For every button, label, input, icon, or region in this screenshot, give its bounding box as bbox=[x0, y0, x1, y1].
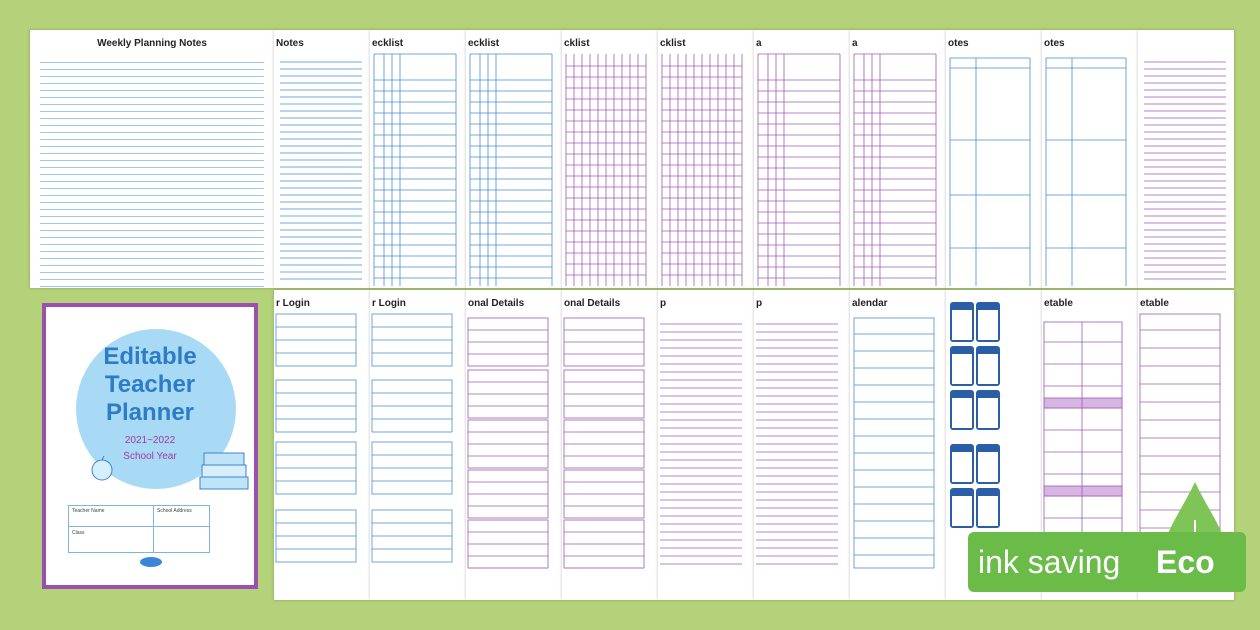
bottom-sheet bbox=[370, 290, 466, 600]
ruled-line bbox=[40, 161, 264, 168]
ruled-line bbox=[40, 91, 264, 98]
field-teacher-name: Teacher Name bbox=[72, 508, 105, 514]
top-sheet bbox=[274, 30, 370, 288]
ruled-line bbox=[40, 175, 264, 182]
ruled-line bbox=[40, 210, 264, 217]
cover-years: 2021~2022 bbox=[124, 435, 176, 446]
bottom-sheet bbox=[850, 290, 946, 600]
top-sheet bbox=[1138, 30, 1234, 288]
ruled-line bbox=[40, 147, 264, 154]
sheet-title: r Login bbox=[276, 298, 310, 309]
cover-page bbox=[42, 303, 258, 589]
bottom-sheet bbox=[658, 290, 754, 600]
ruled-line bbox=[40, 217, 264, 224]
sheet-title: onal Details bbox=[564, 298, 621, 309]
ruled-line bbox=[40, 224, 264, 231]
bottom-sheet bbox=[274, 290, 370, 600]
sheet-title: cklist bbox=[660, 38, 686, 49]
field-school-address: School Address bbox=[157, 508, 192, 514]
badge-eco: Eco bbox=[1156, 544, 1215, 580]
sheet-title: r Login bbox=[372, 298, 406, 309]
top-sheet bbox=[658, 30, 754, 288]
cover-form bbox=[68, 505, 210, 553]
sheet-title: etable bbox=[1140, 298, 1169, 309]
ruled-line bbox=[40, 77, 264, 84]
cover-title-2: Teacher bbox=[104, 371, 196, 398]
top-sheet bbox=[370, 30, 466, 288]
top-sheet bbox=[754, 30, 850, 288]
sheet-title: ecklist bbox=[372, 38, 404, 49]
sheet-title: etable bbox=[1044, 298, 1073, 309]
ruled-line bbox=[40, 63, 264, 70]
top-sheet bbox=[850, 30, 946, 288]
sheet-title: alendar bbox=[852, 298, 888, 309]
ruled-line bbox=[40, 245, 264, 252]
top-sheet bbox=[562, 30, 658, 288]
sheet-title: p bbox=[756, 298, 763, 309]
ruled-line bbox=[40, 280, 264, 287]
ruled-line bbox=[40, 105, 264, 112]
sheet-title: p bbox=[660, 298, 667, 309]
ruled-line bbox=[40, 70, 264, 77]
ruled-line bbox=[40, 140, 264, 147]
ruled-line bbox=[40, 231, 264, 238]
sheet-title: ecklist bbox=[468, 38, 500, 49]
ruled-line bbox=[40, 287, 264, 288]
apple-icon bbox=[90, 455, 114, 481]
ruled-line bbox=[40, 252, 264, 259]
sheet-title: cklist bbox=[564, 38, 590, 49]
weekly-planning-notes-sheet bbox=[30, 30, 274, 288]
bottom-sheet bbox=[562, 290, 658, 600]
logo-icon bbox=[140, 557, 162, 567]
top-sheet bbox=[946, 30, 1042, 288]
top-sheet bbox=[1042, 30, 1138, 288]
ruled-line bbox=[40, 196, 264, 203]
ruled-line bbox=[40, 119, 264, 126]
sheet-title: a bbox=[756, 38, 762, 49]
sheet-title: otes bbox=[948, 38, 969, 49]
ruled-line bbox=[40, 238, 264, 245]
ink-saving-badge bbox=[968, 532, 1246, 592]
sheet-title: a bbox=[852, 38, 858, 49]
ruled-line bbox=[40, 266, 264, 273]
ruled-line bbox=[40, 126, 264, 133]
ruled-line bbox=[40, 182, 264, 189]
ruled-line bbox=[40, 98, 264, 105]
ruled-line bbox=[40, 189, 264, 196]
cover-title-1: Editable bbox=[103, 343, 197, 370]
sheet-title: otes bbox=[1044, 38, 1065, 49]
ruled-lines bbox=[40, 56, 264, 278]
ruled-line bbox=[40, 112, 264, 119]
ruled-line bbox=[40, 56, 264, 63]
sheet-title: Notes bbox=[276, 38, 304, 49]
badge-text: ink saving bbox=[978, 544, 1121, 580]
bottom-sheet bbox=[754, 290, 850, 600]
cover-title-3: Planner bbox=[105, 399, 195, 426]
field-class: Class bbox=[72, 530, 85, 536]
ruled-line bbox=[40, 273, 264, 280]
cover-school-year: School Year bbox=[123, 451, 177, 462]
ruled-line bbox=[40, 203, 264, 210]
ruled-line bbox=[40, 133, 264, 140]
ruled-line bbox=[40, 168, 264, 175]
sheet-title: onal Details bbox=[468, 298, 525, 309]
ruled-line bbox=[40, 84, 264, 91]
ruled-line bbox=[40, 259, 264, 266]
top-sheet bbox=[466, 30, 562, 288]
books-icon bbox=[196, 447, 252, 493]
ruled-line bbox=[40, 154, 264, 161]
sheet-title: Weekly Planning Notes bbox=[97, 38, 207, 49]
bottom-sheet bbox=[466, 290, 562, 600]
